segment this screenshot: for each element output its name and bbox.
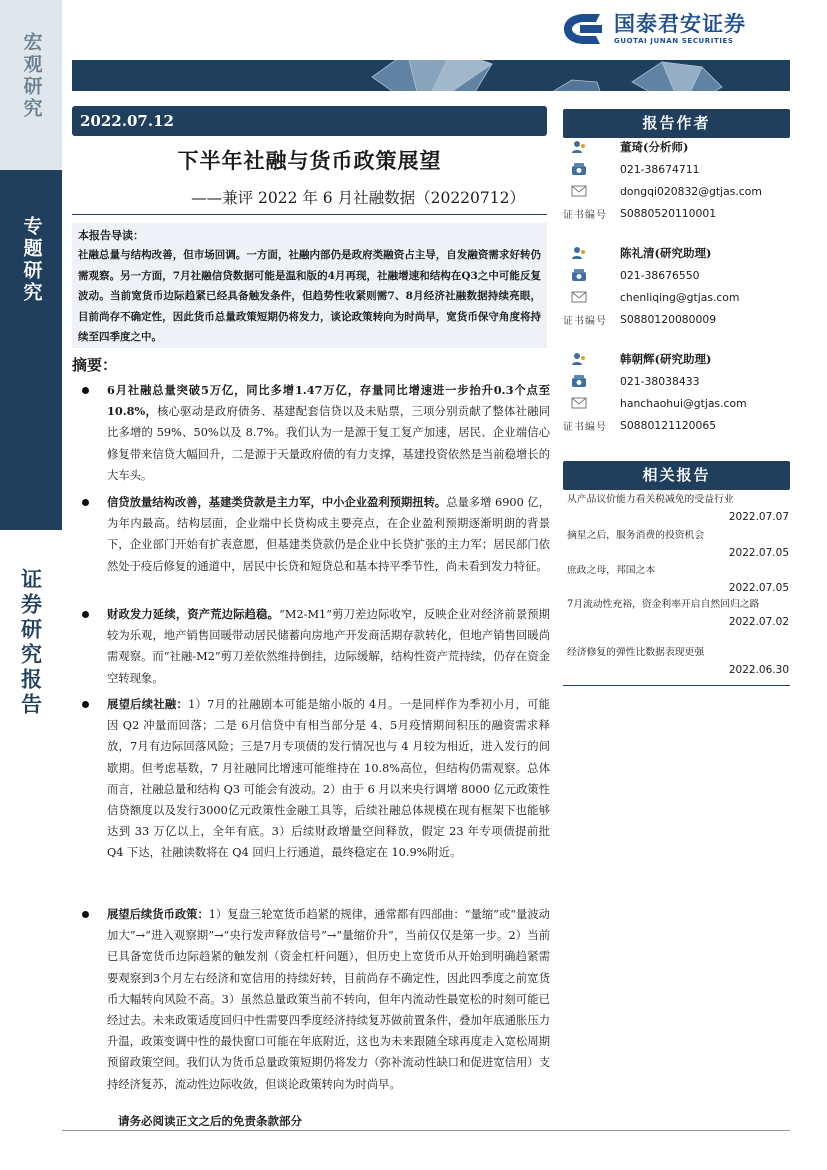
bullet-body: 1）7月的社融剧本可能是缩小版的 4月。一是同样作为季初小月，可能因 Q2 冲量而回落；二是 6月信贷中有相当部分是 4、5月疫情期间积压的融资需求释放，7月有边际回落风险；三是7月专项债的发行情况也与 4 月较为相近，进入发行的间歇期。但考虑基数，7 月社融同比增速可能维持在 10.8%高位，但结构仍需观察。总体而言，社融总量和结构 Q3 可能会有波动。2）由于 6 月以来央行调增 8000 亿元政策性信贷额度以及发行3000亿元政策性金融工具等，后续社融总体规模在现有框架下也能够达到 33 万亿以上，全年有底。3）后续财政增量空间释放，假定 23 年专项债提前批 Q4 下达，社融读数将在 Q4 回归上行通道，最终稳定在 10.9%附近。 [107,698,550,860]
rail-top-label: 宏观研究 [20,32,43,120]
summary-bullet [72,694,550,864]
related-report-title[interactable]: 庶政之母，邦国之本 [567,565,656,576]
guide-label: 本报告导读： [78,229,144,242]
author-cert: S0880120080009 [620,312,717,326]
rail-middle-label: 专题研究 [20,216,43,304]
diamond-decoration-icon [72,60,790,91]
footer-divider [62,1130,790,1131]
summary-bullet [72,904,550,1095]
related-report-item[interactable] [567,598,789,628]
summary-heading: 摘要： [72,356,118,374]
related-report-item[interactable] [567,646,789,676]
guide-text: 社融总量与结构改善，但市场回调。一方面，社融内部仍是政府类融资占主导，自发融资需求好转仍需观察。另一方面，7月社融信贷数据可能是温和版的4月再现，社融增速和结构在Q3之中可能反复波动。当前宽货币边际趋紧已经具备触发条件，但趋势性收紧则需7、8月经济社融数据持续亮眼，目前尚存不确定性，因此货币总量政策短期仍将发力，谈论政策转向为时尚早，宽货币保守角度将持续至四季度之中。 [78,249,541,344]
bullet-dot-icon [82,611,89,618]
author-email[interactable]: hanchaohui@gtjas.com [620,396,747,410]
bullet-body: “M2-M1”剪刀差边际收窄，反映企业对经济前景预期较为乐观，地产销售回暖带动居民储蓄向房地产开发商活期存款转化，但地产销售回暖尚需观察。而“社融-M2”剪刀差依然维持倒挂，边际缓解，结构性资产荒持续，仍存在资金空转现象。 [107,608,550,685]
related-reports-heading: 相关报告 [563,461,790,490]
related-report-date: 2022.07.05 [728,581,789,594]
bullet-lead: 信贷放量结构改善，基建类贷款是主力军，中小企业盈利预期扭转。 [107,495,447,509]
cert-label: 证书编号 [563,209,607,221]
related-report-item[interactable] [567,493,789,523]
author-cert: S0880520110001 [620,206,717,220]
report-guide [72,223,547,348]
report-date: 2022.07.12 [72,106,547,136]
author-card [563,136,790,224]
logo-english: GUOTAI JUNAN SECURITIES [614,37,734,46]
bullet-body: 1）复盘三轮宽货币趋紧的规律，通常都有四部曲：“量缩”或“量波动加大”→“进入观察期”→“央行发声释放信号”→“量缩价升”，当前仅仅是第一步。2）当前已具备宽货币边际趋紧的触发剂（资金杠杆问题），但历史上宽货币从开始到明确趋紧需要观察到3个月左右经济和宽信用的持续好转，目前尚存不确定性，因此四季度之前宽货币大幅转向风险不高。3）虽然总量政策当前不转向，但年内流动性最宽松的时刻可能已经过去。未来政策适度回归中性需要四季度经济持续复苏做前置条件，叠加年底通胀压力升温，政策变调中性的最快窗口可能在年底附近，这也为未来跟随全球再度走入宽松周期预留政策空间。我们认为货币总量政策短期仍将发力（弥补流动性缺口和促进宽信用）支持经济复苏，流动性边际收敛，但谈论政策转向为时尚早。 [107,908,550,1091]
bullet-dot-icon [82,911,89,918]
bullet-body: 总量多增 6900 亿，为年内最高。结构层面，企业端中长贷构成主要亮点，在企业盈利预期逐渐明朗的背景下，企业部门开始有扩表意愿，但基建类贷款仍是企业中长贷扩张的主力军；居民部门依然处于疫后修复的通道中，居民中长贷和短贷总和基本持平季节性，尚未看到发力特征。 [107,496,550,573]
related-report-title[interactable]: 经济修复的弹性比数据表现更强 [567,647,705,658]
phone-icon [571,162,587,176]
author-cert: S0880121120065 [620,418,717,432]
bullet-lead: 6月社融总量突破5万亿，同比多增1.47万亿，存量同比增速进一步抬升0.3个点至10.8%， [107,383,550,419]
phone-icon [571,374,587,388]
author-email[interactable]: dongqi020832@gtjas.com [620,184,762,198]
rail-category-topic [0,170,62,530]
related-report-date: 2022.07.02 [728,615,789,628]
cert-label: 证书编号 [563,421,607,433]
author-name: 陈礼清(研究助理) [620,246,712,260]
bullet-lead: 财政发力延续，资产荒边际趋稳。 [107,607,280,621]
cert-label: 证书编号 [563,315,607,327]
bullet-lead: 展望后续社融： [107,697,189,711]
related-report-date: 2022.07.05 [728,546,789,559]
related-report-title[interactable]: 从产品议价能力看关税减免的受益行业 [567,494,734,505]
related-report-item[interactable] [567,529,789,559]
email-icon [571,184,587,198]
side-rail [0,0,62,1170]
related-report-date: 2022.06.30 [728,663,789,676]
person-icon [571,246,587,260]
logo-mark-icon [560,12,606,46]
author-phone: 021-38676550 [620,268,700,282]
summary-bullet [72,492,550,577]
person-icon [571,140,587,154]
author-phone: 021-38038433 [620,374,700,388]
logo-chinese: 国泰君安证券 [614,11,746,36]
rail-bottom-label: 证券研究报告 [18,568,44,718]
page-title: 下半年社融与货币政策展望 [177,148,442,173]
authors-heading: 报告作者 [563,109,790,138]
bullet-body: 核心驱动是政府债务、基建配套信贷以及未贴票，三项分别贡献了整体社融同比多增的 59%、50%以及 8.7%。我们认为一是源于复工复产加速，居民、企业端信心修复带来信贷大幅回升，二是源于天量政府债的有力支撑，基建投资依然是当前稳增长的大车头。 [107,405,551,482]
email-icon [571,396,587,410]
disclaimer-note: 请务必阅读正文之后的免责条款部分 [118,1114,302,1128]
person-icon [571,352,587,366]
bullet-lead: 展望后续货币政策： [107,907,209,921]
related-report-title[interactable]: 摘星之后，服务消费的投资机会 [567,530,705,541]
related-report-item[interactable] [567,564,789,594]
reports-divider [563,685,790,686]
author-card [563,242,790,330]
email-icon [571,290,587,304]
author-phone: 021-38674711 [620,162,700,176]
author-name: 董琦(分析师) [620,140,689,154]
brand-logo [560,8,790,50]
related-report-title[interactable]: 7月流动性充裕，资金利率开启自然回归之路 [567,599,760,610]
rail-category-macro [0,0,62,170]
author-card [563,348,790,436]
author-email[interactable]: chenliqing@gtjas.com [620,290,740,304]
author-name: 韩朝辉(研究助理) [620,352,712,366]
summary-bullet [72,604,550,689]
bullet-dot-icon [82,701,89,708]
summary-bullet [72,380,550,486]
phone-icon [571,268,587,282]
related-report-date: 2022.07.07 [728,510,789,523]
header-banner [72,60,790,91]
bullet-dot-icon [82,387,89,394]
bullet-dot-icon [82,499,89,506]
title-divider [72,214,547,215]
rail-category-report [0,530,62,1170]
page-subtitle: ——兼评 2022 年 6 月社融数据（20220712） [191,189,525,207]
